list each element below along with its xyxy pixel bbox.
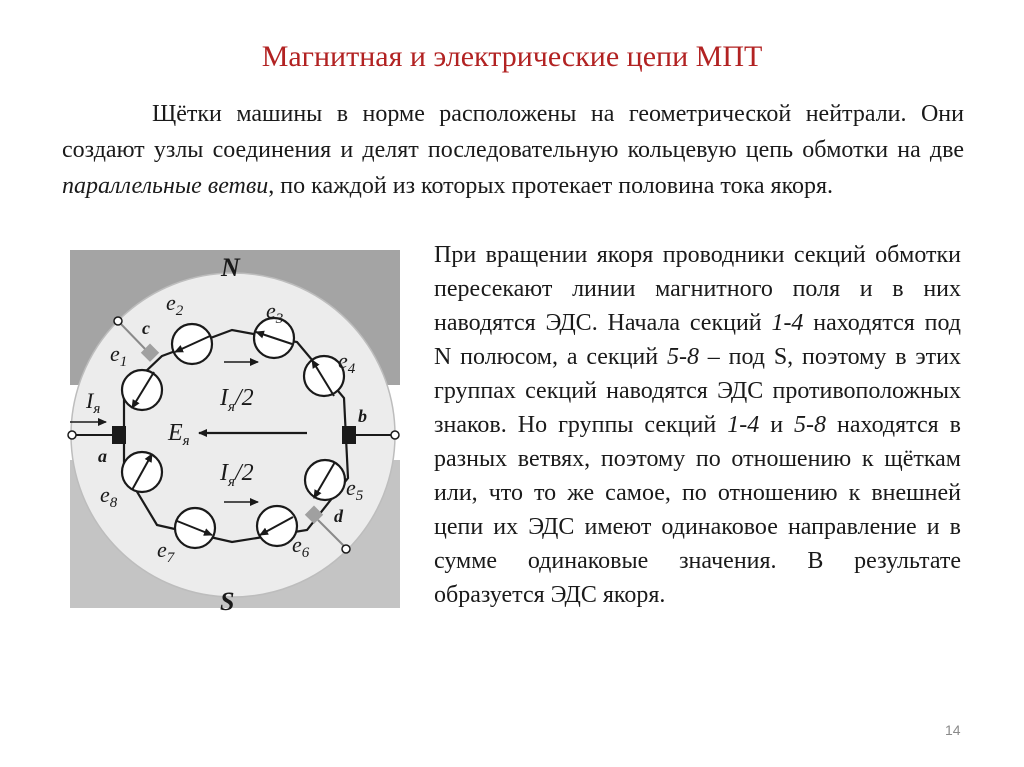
brush-a bbox=[112, 426, 126, 444]
coil-2 bbox=[172, 324, 212, 364]
coil-3 bbox=[254, 318, 294, 358]
coil-1 bbox=[122, 370, 162, 410]
brush-b bbox=[342, 426, 356, 444]
coil-label-4: $e_4$ bbox=[338, 348, 356, 377]
current-label: $I_я$ bbox=[86, 388, 101, 417]
explanation-text-1: При вращении якоря проводники секций обмотки пересекают линии магнитного поля и в них наводятся ЭДС. Начала секций bbox=[434, 242, 961, 336]
half-current-bottom-label: $I_я/2$ bbox=[220, 460, 254, 490]
coil-label-7: $e_7$ bbox=[157, 537, 175, 566]
explanation-emphasis-4: 5-8 bbox=[794, 412, 827, 438]
slide-title: Магнитная и электрические цепи МПТ bbox=[261, 40, 763, 73]
explanation-text-4: и bbox=[759, 412, 795, 438]
explanation-emphasis-3: 1-4 bbox=[727, 412, 760, 438]
explanation-emphasis-2: 5-8 bbox=[666, 344, 699, 370]
explanation-text-2: находятся под N полюсом, а секций bbox=[434, 310, 961, 370]
brush-c-label: c bbox=[142, 318, 150, 338]
brush-a-label: a bbox=[98, 446, 107, 466]
armature-circuit-diagram bbox=[62, 240, 412, 620]
coil-label-8: $e_8$ bbox=[100, 482, 118, 511]
coil-7 bbox=[175, 508, 215, 548]
coil-label-6: $e_6$ bbox=[292, 532, 310, 561]
pole-s-label: S bbox=[220, 587, 235, 616]
pole-n-label: N bbox=[221, 253, 240, 282]
coil-label-5: $e_5$ bbox=[346, 475, 364, 504]
coil-label-3: $e_3$ bbox=[266, 298, 284, 327]
emf-label: $E_я$ bbox=[168, 420, 190, 449]
coil-label-2: $e_2$ bbox=[166, 290, 184, 319]
coil-8 bbox=[122, 452, 162, 492]
intro-text-part1: Щётки машины в норме расположены на геометрической нейтрали. Они создают узлы соединения и делят последовательную кольцевую цепь обмотки на две bbox=[62, 101, 964, 163]
brush-b-label: b bbox=[358, 406, 367, 426]
explanation-text-5: находятся в разных ветвях, поэтому по отношению к щёткам или, что то же самое, по отношению к внешней цепи их ЭДС имеют одинаковое направление и в сумме одинаковые значения. В результате образуется ЭДС якоря. bbox=[434, 412, 961, 608]
coil-6 bbox=[257, 506, 297, 546]
page-number: 14 bbox=[945, 722, 961, 738]
intro-paragraph bbox=[62, 96, 964, 204]
half-current-top-label: $I_я/2$ bbox=[220, 385, 254, 415]
explanation-text-3: – под S, поэтому в этих группах секций наводятся ЭДС противоположных знаков. Но группы секций bbox=[434, 344, 962, 438]
intro-emphasis: параллельные ветви bbox=[62, 173, 269, 199]
explanation-emphasis-1: 1-4 bbox=[771, 310, 804, 336]
explanation-paragraph bbox=[434, 238, 961, 612]
brush-d-label: d bbox=[334, 506, 343, 526]
intro-text-part2: , по каждой из которых протекает половина тока якоря. bbox=[268, 173, 834, 199]
coil-label-1: $e_1$ bbox=[110, 341, 128, 370]
coil-5 bbox=[305, 460, 345, 500]
